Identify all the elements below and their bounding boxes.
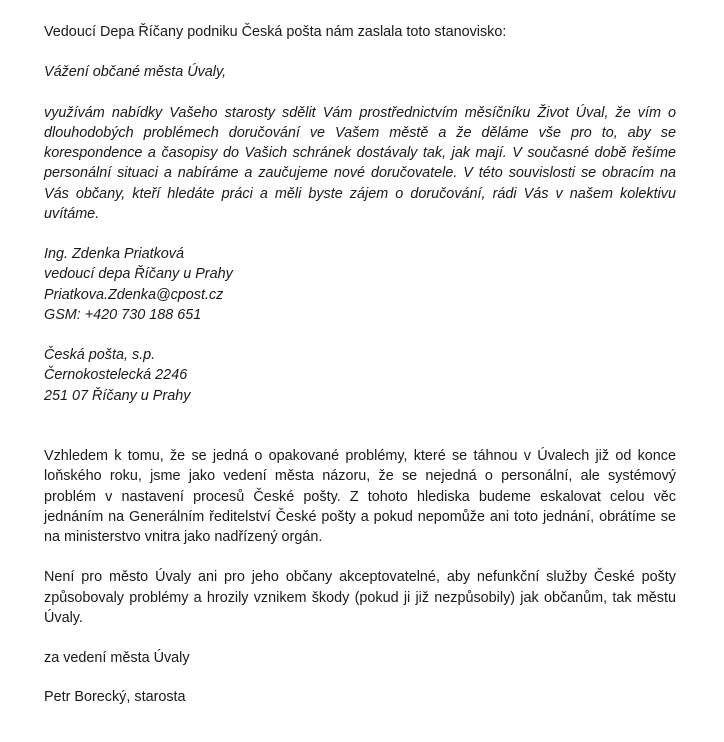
intro-text: Vedoucí Depa Říčany podniku Česká pošta nám zaslala toto stanovisko: (44, 24, 507, 40)
signer-name: Petr Borecký, starosta (44, 689, 186, 706)
document-page (44, 22, 676, 708)
address-company: Česká pošta, s.p. (44, 347, 156, 364)
letter-signature (44, 244, 676, 325)
address-city: 251 07 Říčany u Prahy (44, 387, 191, 404)
letter-address (44, 345, 676, 406)
signature-role: vedoucí depa Říčany u Prahy (44, 266, 233, 283)
signature-phone: GSM: +420 730 188 651 (44, 306, 202, 323)
response-paragraph-2: Není pro město Úvaly ani pro jeho občany akceptovatelné, aby nefunkční služby České pošty způsobovaly problémy a hrozily vznikem škody (pokud ji již nezpůsobily) jak občanům, tak městu Úvaly. (44, 569, 676, 626)
signature-name: Ing. Zdenka Priatková (44, 246, 184, 263)
letter-body: využívám nabídky Vašeho starosty sdělit Vám prostřednictvím měsíčníku Život Úval, že vím o dlouhodobých problémech doručování ve Vašem městě a že děláme vše pro to, aby se korespondence a časopisy do Vašich schránek dostávaly tak, jak mají. V současné době řešíme personální situaci a nabíráme a zaučujeme nové doručovatele. V této souvislosti se obracím na Vás občany, kteří hledáte práci a měli byste zájem o doručování, rádi Vás v našem kolektivu uvítáme. (44, 104, 676, 222)
letter-salutation: Vážení občané města Úvaly, (44, 64, 227, 81)
address-street: Černokostelecká 2246 (44, 367, 188, 384)
closing-text: za vedení města Úvaly (44, 650, 190, 667)
signature-email: Priatkova.Zdenka@cpost.cz (44, 286, 224, 303)
response-paragraph-1: Vzhledem k tomu, že se jedná o opakované problémy, které se táhnou v Úvalech již od konce loňského roku, jsme jako vedení města názoru, že se nejedná o personální, ale systémový problém v nastavení procesů České pošty. Z tohoto hlediska budeme eskalovat celou věc jednáním na Generálním ředitelství České pošty a pokud nepomůže ani toto jednání, obrátíme se na ministerstvo vnitra jako nadřízený orgán. (44, 448, 676, 545)
